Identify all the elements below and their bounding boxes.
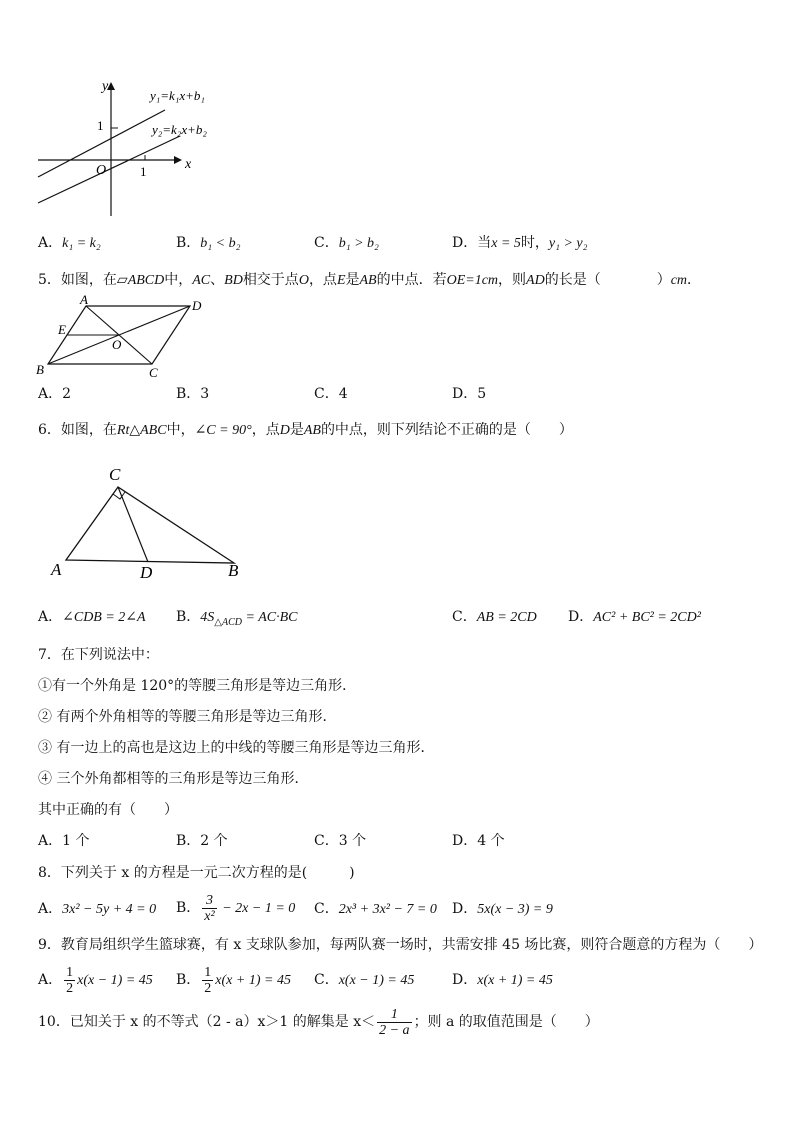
q7-statement-2: ② 有两个外角相等的等腰三角形是等边三角形． (38, 709, 337, 725)
median-cd (118, 487, 148, 562)
q9-stem: 9．教育局组织学生篮球赛，有 x 支球队参加，每两队赛一场时，共需安排 45 场比赛，则符合题意的方程为（ ） (38, 937, 763, 953)
q8-option-d[interactable]: D．5x(x − 3) = 9 (452, 901, 553, 917)
q7-stem: 7．在下列说法中： (38, 647, 159, 663)
label-a: A (80, 294, 88, 307)
label-b: B (228, 561, 239, 580)
q6-triangle-figure (46, 462, 246, 582)
q9-option-c[interactable]: C．x(x − 1) = 45 (314, 972, 415, 988)
origin-label: O (96, 163, 107, 178)
q4-option-d[interactable]: D．当x = 5时，y₁ > y₂ (452, 235, 588, 251)
label-d: D (140, 563, 153, 582)
label-a: A (51, 560, 62, 579)
q8-option-b[interactable]: B． $\frac{3}{\text{x²}}$ − 2x − 1 = 0 (176, 892, 296, 924)
q5-option-d[interactable]: D．5 (452, 386, 487, 402)
q8-option-a[interactable]: A．3x² − 5y + 4 = 0 (38, 901, 157, 917)
q5-option-a[interactable]: A．2 (38, 386, 72, 402)
q9-option-a[interactable]: A． $\frac{1}{2}$ x(x − 1) = 45 (38, 964, 153, 996)
line-y2 (38, 136, 180, 203)
fraction: $\frac{1}{2 - a}$ (379, 1006, 410, 1038)
q4-option-b[interactable]: B．b₁ < b₂ (176, 235, 241, 251)
label-c: C (149, 365, 158, 380)
label-c: C (109, 465, 121, 484)
right-angle-mark-icon (113, 492, 125, 499)
q7-option-b[interactable]: B．2 个 (176, 833, 228, 849)
q6-option-a[interactable]: A．∠CDB = 2∠A (38, 609, 146, 625)
q7-option-c[interactable]: C．3 个 (314, 833, 367, 849)
tick-y-label: 1 (97, 118, 104, 133)
q4-graph (30, 78, 230, 223)
fraction: $\frac{1}{2}$ (204, 964, 212, 996)
q5-option-b[interactable]: B．3 (176, 386, 210, 402)
fraction: $\frac{1}{2}$ (66, 964, 74, 996)
q5-parallelogram-figure (34, 294, 214, 380)
x-axis-label: x (185, 157, 192, 172)
q8-stem: 8．下列关于 x 的方程是一元二次方程的是( ) (38, 865, 355, 881)
x-axis-arrow-icon (174, 156, 182, 164)
q8-option-c[interactable]: C．2x³ + 3x² − 7 = 0 (314, 901, 437, 917)
line-y1-label: y₁=k₁x+b₁ (150, 88, 205, 103)
label-e: E (58, 322, 66, 337)
triangle-abc (66, 487, 234, 563)
q4-option-a[interactable]: A．k₁ = k₂ (38, 235, 101, 251)
label-o: O (112, 337, 122, 352)
q5-stem: 5．如图，在▱ABCD中，AC、BD相交于点O，点E是AB的中点．若OE=1cm，则AD的长是（ ）cm． (38, 272, 702, 288)
tick-x-label: 1 (140, 164, 147, 179)
q6-option-d[interactable]: D．AC² + BC² = 2CD² (568, 609, 701, 625)
label-d: D (192, 298, 202, 313)
line-y2-label: y₂=k₂x+b₂ (152, 122, 207, 137)
y-axis-label: y (102, 79, 109, 94)
label-b: B (36, 362, 44, 377)
q7-option-d[interactable]: D．4 个 (452, 833, 505, 849)
q9-option-d[interactable]: D．x(x + 1) = 45 (452, 972, 553, 988)
q7-statement-3: ③ 有一边上的高也是这边上的中线的等腰三角形是等边三角形． (38, 740, 435, 756)
q4-option-c[interactable]: C．b₁ > b₂ (314, 235, 379, 251)
q9-option-b[interactable]: B． $\frac{1}{2}$ x(x + 1) = 45 (176, 964, 291, 996)
fraction: $\frac{3}{\text{x²}}$ (204, 892, 215, 924)
q6-option-c[interactable]: C．AB = 2CD (452, 609, 537, 625)
q7-statement-1: ①有一个外角是 120°的等腰三角形是等边三角形． (38, 678, 357, 694)
q7-statement-4: ④ 三个外角都相等的三角形是等边三角形． (38, 771, 309, 787)
q7-question: 其中正确的有（ ） (38, 802, 178, 818)
q10-stem: 10．已知关于 x 的不等式（2 - a）x＞1 的解集是 x＜ $\frac{1}{2 - a}$ ；则 a 的取值范围是（ ） (38, 1006, 599, 1038)
q7-option-a[interactable]: A．1 个 (38, 833, 90, 849)
q5-option-c[interactable]: C．4 (314, 386, 348, 402)
q6-option-b[interactable]: B．$4S_{\triangle ACD} = AC\cdot BC$ (176, 609, 298, 628)
q6-stem: 6．如图，在Rt△ABC中，∠C = 90°，点D是AB的中点，则下列结论不正确的是（ ） (38, 422, 573, 438)
